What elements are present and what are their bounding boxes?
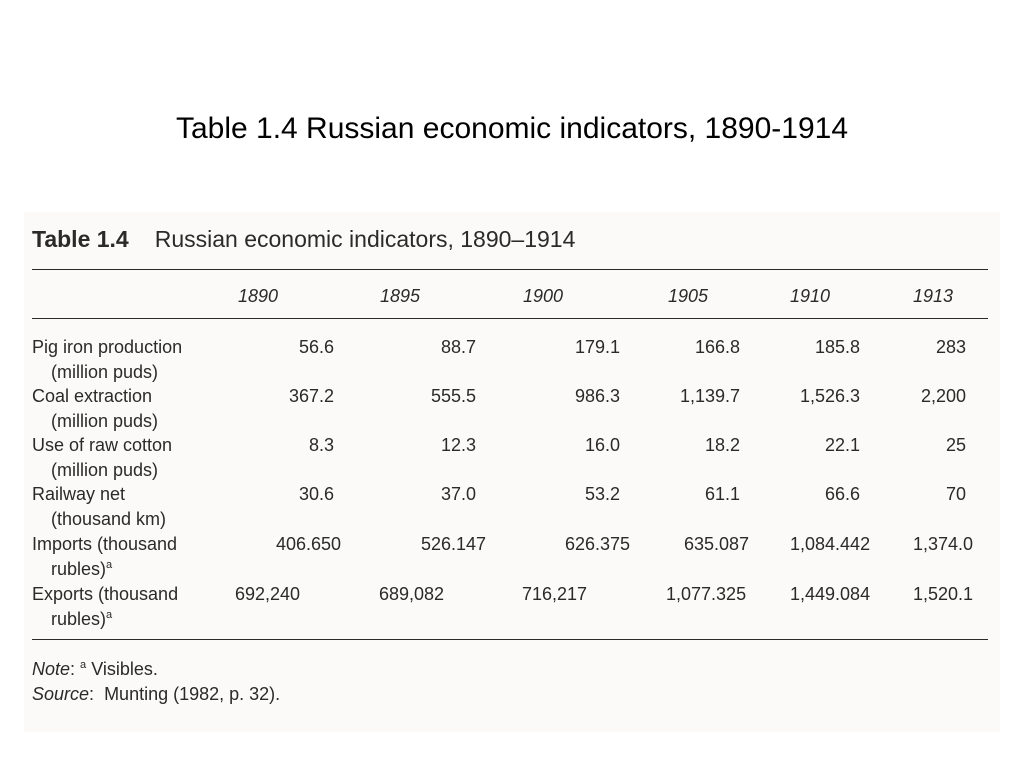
table-cell: 692,240 <box>235 584 301 604</box>
table-cell: 179.1 <box>574 337 620 357</box>
table-note: Note: $^a$ Visibles. <box>32 659 158 679</box>
year-header-1895: 1895 <box>380 286 421 306</box>
year-header-1900: 1900 <box>523 286 564 306</box>
table-cell: 689,082 <box>379 584 445 604</box>
row-label: Imports (thousand rubles)$^a$ <box>32 534 178 579</box>
table-cell: 22.1 <box>824 435 860 455</box>
table-cell: 166.8 <box>694 337 740 357</box>
table-cell: 2,200 <box>920 386 966 406</box>
year-header-1913: 1913 <box>913 286 954 306</box>
table-cell: 526.147 <box>421 534 487 554</box>
table-cell: 185.8 <box>814 337 860 357</box>
table-top-rule <box>32 269 988 270</box>
table-cell: 1,449.084 <box>790 584 871 604</box>
table-cell: 8.3 <box>308 435 334 455</box>
table-cell: 283 <box>935 337 966 357</box>
table-cell: 1,374.0 <box>913 534 974 554</box>
table-cell: 626.375 <box>565 534 631 554</box>
slide-title: Table 1.4 Russian economic indicators, 1890-1914 <box>175 112 849 145</box>
table-cell: 716,217 <box>522 584 588 604</box>
table-cell: 37.0 <box>440 484 476 504</box>
table-caption <box>32 226 575 253</box>
table-cell: 12.3 <box>440 435 476 455</box>
table-cell: 18.2 <box>704 435 740 455</box>
table-cell: 88.7 <box>440 337 476 357</box>
table-cell: 1,526.3 <box>799 386 860 406</box>
table-cell: 56.6 <box>298 337 334 357</box>
year-header-1890: 1890 <box>238 286 279 306</box>
row-label: Railway net (thousand km) <box>32 484 167 529</box>
table-cell: 367.2 <box>288 386 334 406</box>
table-header-rule <box>32 318 988 319</box>
row-label: Coal extraction (million puds) <box>32 386 159 431</box>
table-caption-number: Table 1.4 <box>32 226 129 252</box>
scanned-table <box>24 212 1000 732</box>
year-header-1905: 1905 <box>668 286 709 306</box>
table-cell: 30.6 <box>298 484 334 504</box>
table-cell: 1,520.1 <box>913 584 974 604</box>
table-cell: 1,084.442 <box>790 534 871 554</box>
row-label: Pig iron production (million puds) <box>32 337 183 382</box>
table-bottom-rule <box>32 639 988 640</box>
table-source: Source: Munting (1982, p. 32). <box>32 684 281 704</box>
table-cell: 66.6 <box>824 484 860 504</box>
row-label: Exports (thousand rubles)$^a$ <box>32 584 179 629</box>
table-cell: 1,139.7 <box>679 386 740 406</box>
table-cell: 61.1 <box>704 484 740 504</box>
table-cell: 406.650 <box>276 534 342 554</box>
table-cell: 555.5 <box>430 386 476 406</box>
table-cell: 25 <box>945 435 966 455</box>
table-cell: 70 <box>945 484 966 504</box>
table-cell: 1,077.325 <box>666 584 747 604</box>
table-cell: 986.3 <box>574 386 620 406</box>
table-cell: 635.087 <box>684 534 750 554</box>
table-caption-text: Russian economic indicators, 1890–1914 <box>154 226 576 252</box>
table-cell: 53.2 <box>584 484 620 504</box>
year-header-1910: 1910 <box>790 286 831 306</box>
row-label: Use of raw cotton (million puds) <box>32 435 173 480</box>
table-cell: 16.0 <box>584 435 620 455</box>
